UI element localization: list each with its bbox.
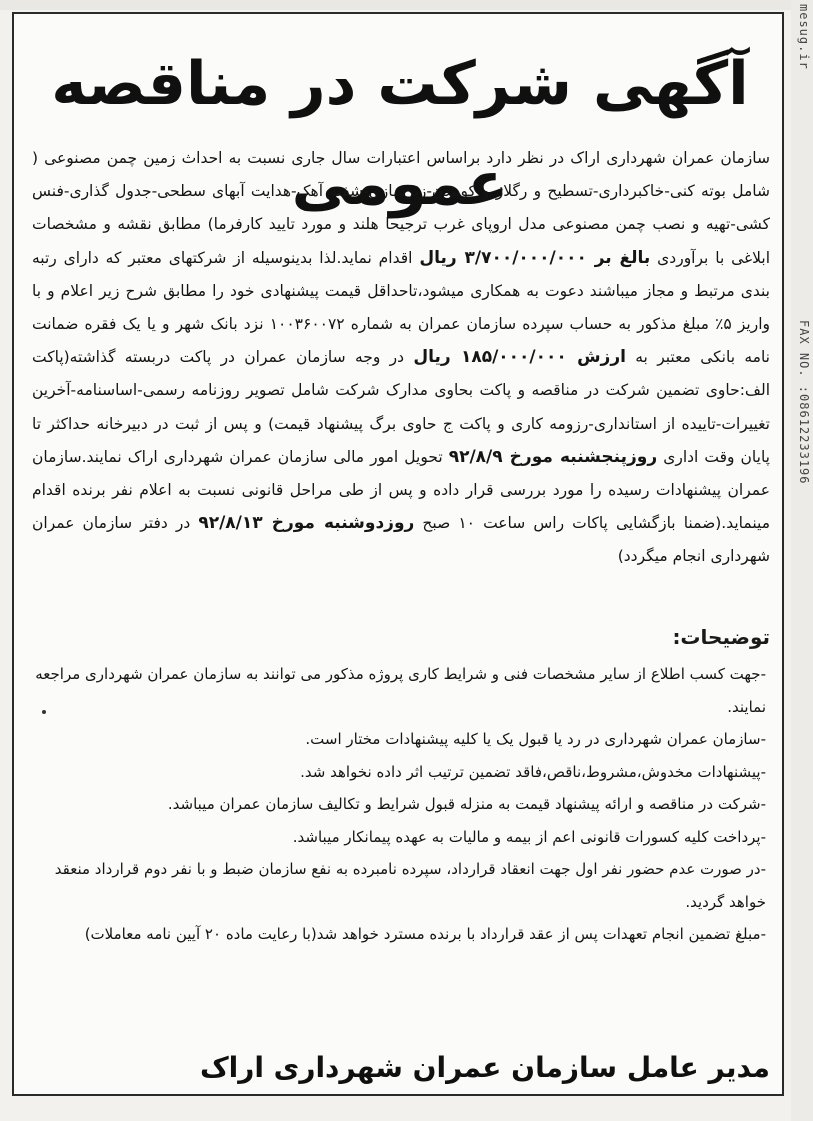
submission-deadline: روزپنجشنبه مورخ ۹۲/۸/۹ xyxy=(448,446,658,467)
fax-margin xyxy=(791,0,813,1121)
note-item: -در صورت عدم حضور نفر اول جهت انعقاد قرارداد، سپرده نامبرده به نفع سازمان ضبط و با نفر دوم قرارداد منعقد خواهد گردید. xyxy=(54,860,766,911)
estimated-amount: بالغ بر ۳/۷۰۰/۰۰۰/۰۰۰ ریال xyxy=(419,247,651,268)
body-text-part-1: سازمان عمران شهرداری اراک در نظر دارد براساس اعتبارات سال جاری نسبت به احداث زمین چمن مصنوعی ( شامل بوته کنی-خاکبرداری-تسطیح و رگلاژ و کوبیدن-زیرسازی-شفته آهک-هدایت آبهای سطحی-جدول گذاری-فنس کشی-تهیه و نصب چمن مصنوعی مدل اروپای غرب ترجیحا هلند و مورد تایید کارفرما) مطابق نقشه و مشخصات ابلاغی با برآوردی xyxy=(32,149,771,267)
notice-body xyxy=(32,142,770,574)
note-item: -سازمان عمران شهرداری در رد یا قبول یک یا کلیه پیشنهادات مختار است. xyxy=(305,730,766,748)
guarantee-amount: ارزش ۱۸۵/۰۰۰/۰۰۰ ریال xyxy=(413,347,626,368)
notice-title: آگهی شرکت در مناقصه عمومی xyxy=(51,49,749,219)
note-item: -مبلغ تضمین انجام تعهدات پس از عقد قرارداد با برنده مسترد خواهد شد(با رعایت ماده ۲۰ آیین نامه معاملات) xyxy=(84,925,766,943)
scan-speck xyxy=(42,710,46,714)
fax-site-text: mesug.ir xyxy=(797,4,811,70)
note-item: -پیشنهادات مخدوش،مشروط،ناقص،فاقد تضمین ترتیب اثر داده نخواهد شد. xyxy=(300,762,766,781)
body-text-part-3: در وجه سازمان عمران در پاکت دربسته گذاشته(پاکت الف:حاوی تضمین شرکت در مناقصه و پاکت بحاوی مدارک شرکت شامل تصویر روزنامه رسمی-اساسنامه-آخرین تغییرات-تاییده از استانداری-رزومه کاری و پاکت ج حاوی برگ پیشنهاد قیمت) و پس از ثبت در دبیرخانه حداکثر تا پایان وقت اداری xyxy=(32,348,771,466)
note-item: -پرداخت کلیه کسورات قانونی اعم از بیمه و مالیات به عهده پیمانکار میباشد. xyxy=(292,827,766,846)
notice-frame xyxy=(12,12,784,1096)
note-item: -شرکت در مناقصه و ارائه پیشنهاد قیمت به منزله قبول شرایط و تکالیف سازمان عمران میباشد. xyxy=(167,795,766,813)
body-text-part-4: تحویل امور مالی سازمان عمران شهرداری اراک نمایند.سازمان عمران پیشنهادات رسیده را مورد بررسی قرار داده و پس از طی مراحل قانونی نسبت به اعلام نفر برنده اقدام مینماید.(ضمنا بازگشایی پاکات راس ساعت ۱۰ صبح xyxy=(32,447,770,533)
body-text-part-5: در دفتر سازمان عمران شهرداری انجام میگردد) xyxy=(32,514,770,566)
fax-number-text: FAX NO. :08612233196 xyxy=(797,320,811,485)
note-item: -جهت کسب اطلاع از سایر مشخصات فنی و شرایط کاری پروژه مذکور می توانند به سازمان عمران شهرداری مراجعه نمایند. xyxy=(35,665,766,716)
signature: مدیر عامل سازمان عمران شهرداری اراک xyxy=(199,1051,770,1084)
notes-list xyxy=(32,658,770,951)
opening-date: روزدوشنبه مورخ ۹۲/۸/۱۳ xyxy=(198,513,415,534)
scan-top-edge xyxy=(0,0,813,10)
body-text-part-2: اقدام نماید.لذا بدینوسیله از شرکتهای معتبر که دارای رتبه بندی مرتبط و مجاز میباشند دعوت به همکاری میشود،تاحداقل قیمت پیشنهادی خود را مطابق شرح زیر اعلام و با واریز ۵٪ مبلغ مذکور به حساب سپرده سازمان عمران به شماره ۱۰۰۳۶۰۰۷۲ نزد بانک شهر و یا یک فقره ضمانت نامه بانکی معتبر به xyxy=(32,248,771,367)
notes-heading: توضیحات: xyxy=(672,625,770,649)
